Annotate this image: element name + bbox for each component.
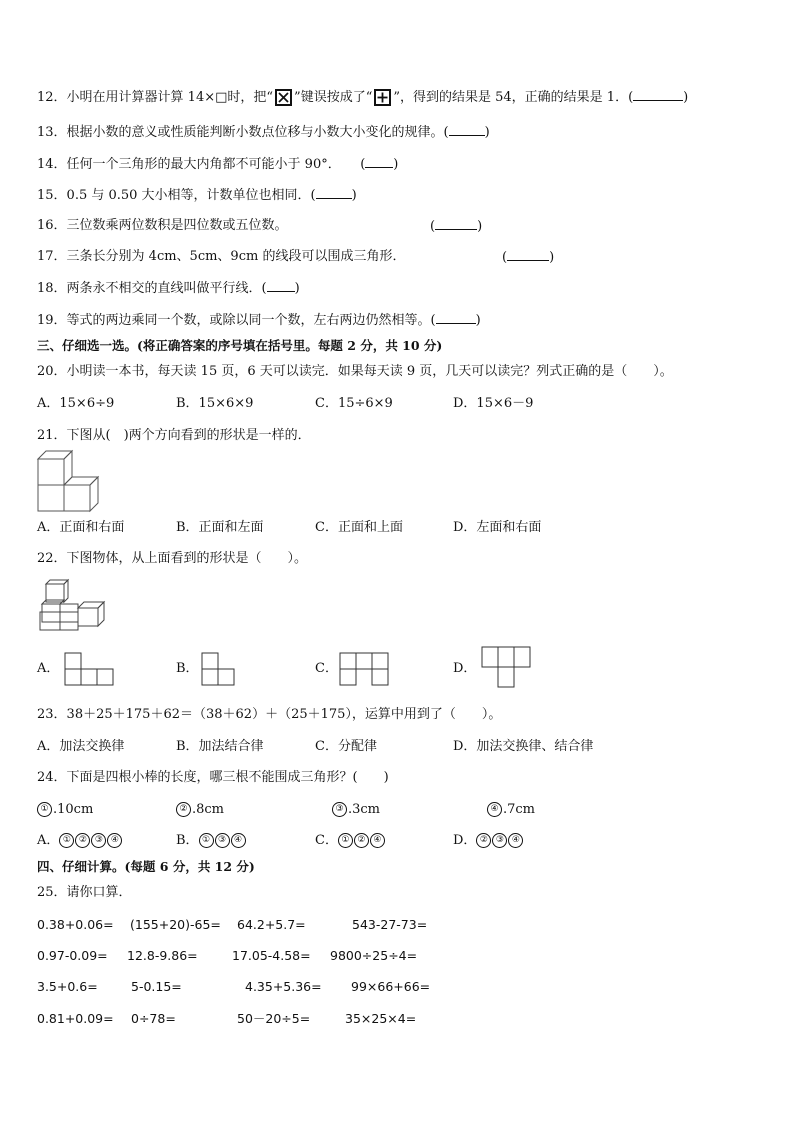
calc-item: 64.2+5.7=: [237, 917, 306, 932]
option-c[interactable]: C．分配律: [315, 739, 377, 754]
calc-item: (155+20)-65=: [130, 917, 221, 932]
question-16: 16．三位数乘两位数积是四位数或五位数。: [37, 218, 288, 233]
calc-item: 543-27-73=: [352, 917, 428, 932]
question-22: 22．下图物体，从上面看到的形状是（ ）。: [37, 551, 308, 566]
answer-blank[interactable]: [365, 155, 393, 168]
cube-figure-22: [38, 578, 110, 634]
option-b[interactable]: B．15×6×9: [176, 396, 254, 411]
stick-1: ① .10cm: [37, 801, 93, 819]
question-25: 25．请你口算．: [37, 885, 132, 900]
cube-figure-21: [36, 449, 110, 515]
question-18: 18．两条永不相交的直线叫做平行线．( ): [37, 281, 300, 296]
question-24: 24．下面是四根小棒的长度，哪三根不能围成三角形？( ): [37, 770, 389, 785]
question-16-answer: ( ): [430, 219, 483, 234]
calc-item: 35×25×4=: [345, 1011, 417, 1026]
option-c-shape-icon: [339, 652, 389, 686]
calc-item: 0.38+0.06=: [37, 917, 114, 932]
question-14: 14．任何一个三角形的最大内角都不可能小于 90°． ( ): [37, 157, 399, 172]
calc-item: 50－20÷5=: [237, 1011, 311, 1026]
stick-4: ④ .7cm: [487, 801, 535, 819]
question-13: 13．根据小数的意义或性质能判断小数点位移与小数大小变化的规律。( ): [37, 125, 490, 140]
option-b[interactable]: B．正面和左面: [176, 520, 264, 535]
option-b[interactable]: B．: [176, 661, 199, 676]
question-23: 23．38＋25＋175＋62＝（38＋62）＋（25＋175），运算中用到了（ ）。: [37, 707, 502, 722]
option-a[interactable]: A．15×6÷9: [37, 396, 115, 411]
answer-blank[interactable]: [633, 88, 683, 101]
option-b[interactable]: B． ① ③ ④: [176, 832, 247, 850]
option-a[interactable]: A．加法交换律: [37, 739, 125, 754]
question-15: 15．0.5 与 0.50 大小相等，计数单位也相同．( ): [37, 188, 357, 203]
answer-blank[interactable]: [316, 186, 352, 199]
question-19: 19．等式的两边乘同一个数，或除以同一个数，左右两边仍然相等。( ): [37, 313, 481, 328]
answer-blank[interactable]: [436, 311, 476, 324]
option-d[interactable]: D．左面和右面: [453, 520, 542, 535]
option-b[interactable]: B．加法结合律: [176, 739, 264, 754]
answer-blank[interactable]: [435, 217, 477, 230]
option-c[interactable]: C．15÷6×9: [315, 396, 393, 411]
option-b-shape-icon: [201, 652, 235, 686]
calc-item: 0.81+0.09=: [37, 1011, 114, 1026]
section-4-heading: 四、仔细计算。(每题 6 分，共 12 分): [37, 859, 255, 874]
calc-item: 0.97-0.09=: [37, 948, 108, 963]
answer-blank[interactable]: [267, 279, 295, 292]
option-d[interactable]: D．15×6－9: [453, 396, 534, 411]
option-d[interactable]: D．: [453, 661, 477, 676]
section-3-heading: 三、仔细选一选。(将正确答案的序号填在括号里。每题 2 分，共 10 分): [37, 338, 443, 353]
question-17: 17．三条长分别为 4cm、5cm、9cm 的线段可以围成三角形．: [37, 249, 406, 264]
calc-item: 99×66+66=: [351, 979, 431, 994]
option-c[interactable]: C．正面和上面: [315, 520, 403, 535]
option-d[interactable]: D．加法交换律、结合律: [453, 739, 594, 754]
calc-item: 12.8-9.86=: [127, 948, 198, 963]
option-c[interactable]: C．: [315, 661, 338, 676]
question-12: 12．小明在用计算器计算 14×□时，把“ ”键误按成了“ ”，得到的结果是 54，正确的结果是 1．( ): [37, 90, 689, 105]
plus-key-icon: [374, 89, 391, 106]
calc-item: 5-0.15=: [131, 979, 182, 994]
option-d-shape-icon: [481, 646, 531, 688]
answer-blank[interactable]: [507, 248, 549, 261]
multiply-key-icon: [275, 89, 292, 106]
calc-item: 9800÷25÷4=: [330, 948, 418, 963]
calc-item: 3.5+0.6=: [37, 979, 98, 994]
option-a[interactable]: A．正面和右面: [37, 520, 125, 535]
option-d[interactable]: D． ② ③ ④: [453, 832, 524, 850]
question-17-answer: ( ): [502, 250, 555, 265]
option-a[interactable]: A．: [37, 661, 60, 676]
option-a[interactable]: A． ① ② ③ ④: [37, 832, 123, 850]
question-21: 21．下图从( )两个方向看到的形状是一样的．: [37, 428, 311, 443]
calc-item: 17.05-4.58=: [232, 948, 311, 963]
option-a-shape-icon: [64, 652, 114, 686]
stick-3: ③ .3cm: [332, 801, 380, 819]
calc-item: 4.35+5.36=: [245, 979, 322, 994]
calc-item: 0÷78=: [131, 1011, 176, 1026]
answer-blank[interactable]: [449, 123, 485, 136]
question-20: 20．小明读一本书，每天读 15 页，6 天可以读完．如果每天读 9 页，几天可以读完？列式正确的是（ ）。: [37, 364, 673, 379]
option-c[interactable]: C． ① ② ④: [315, 832, 386, 850]
stick-2: ② .8cm: [176, 801, 224, 819]
